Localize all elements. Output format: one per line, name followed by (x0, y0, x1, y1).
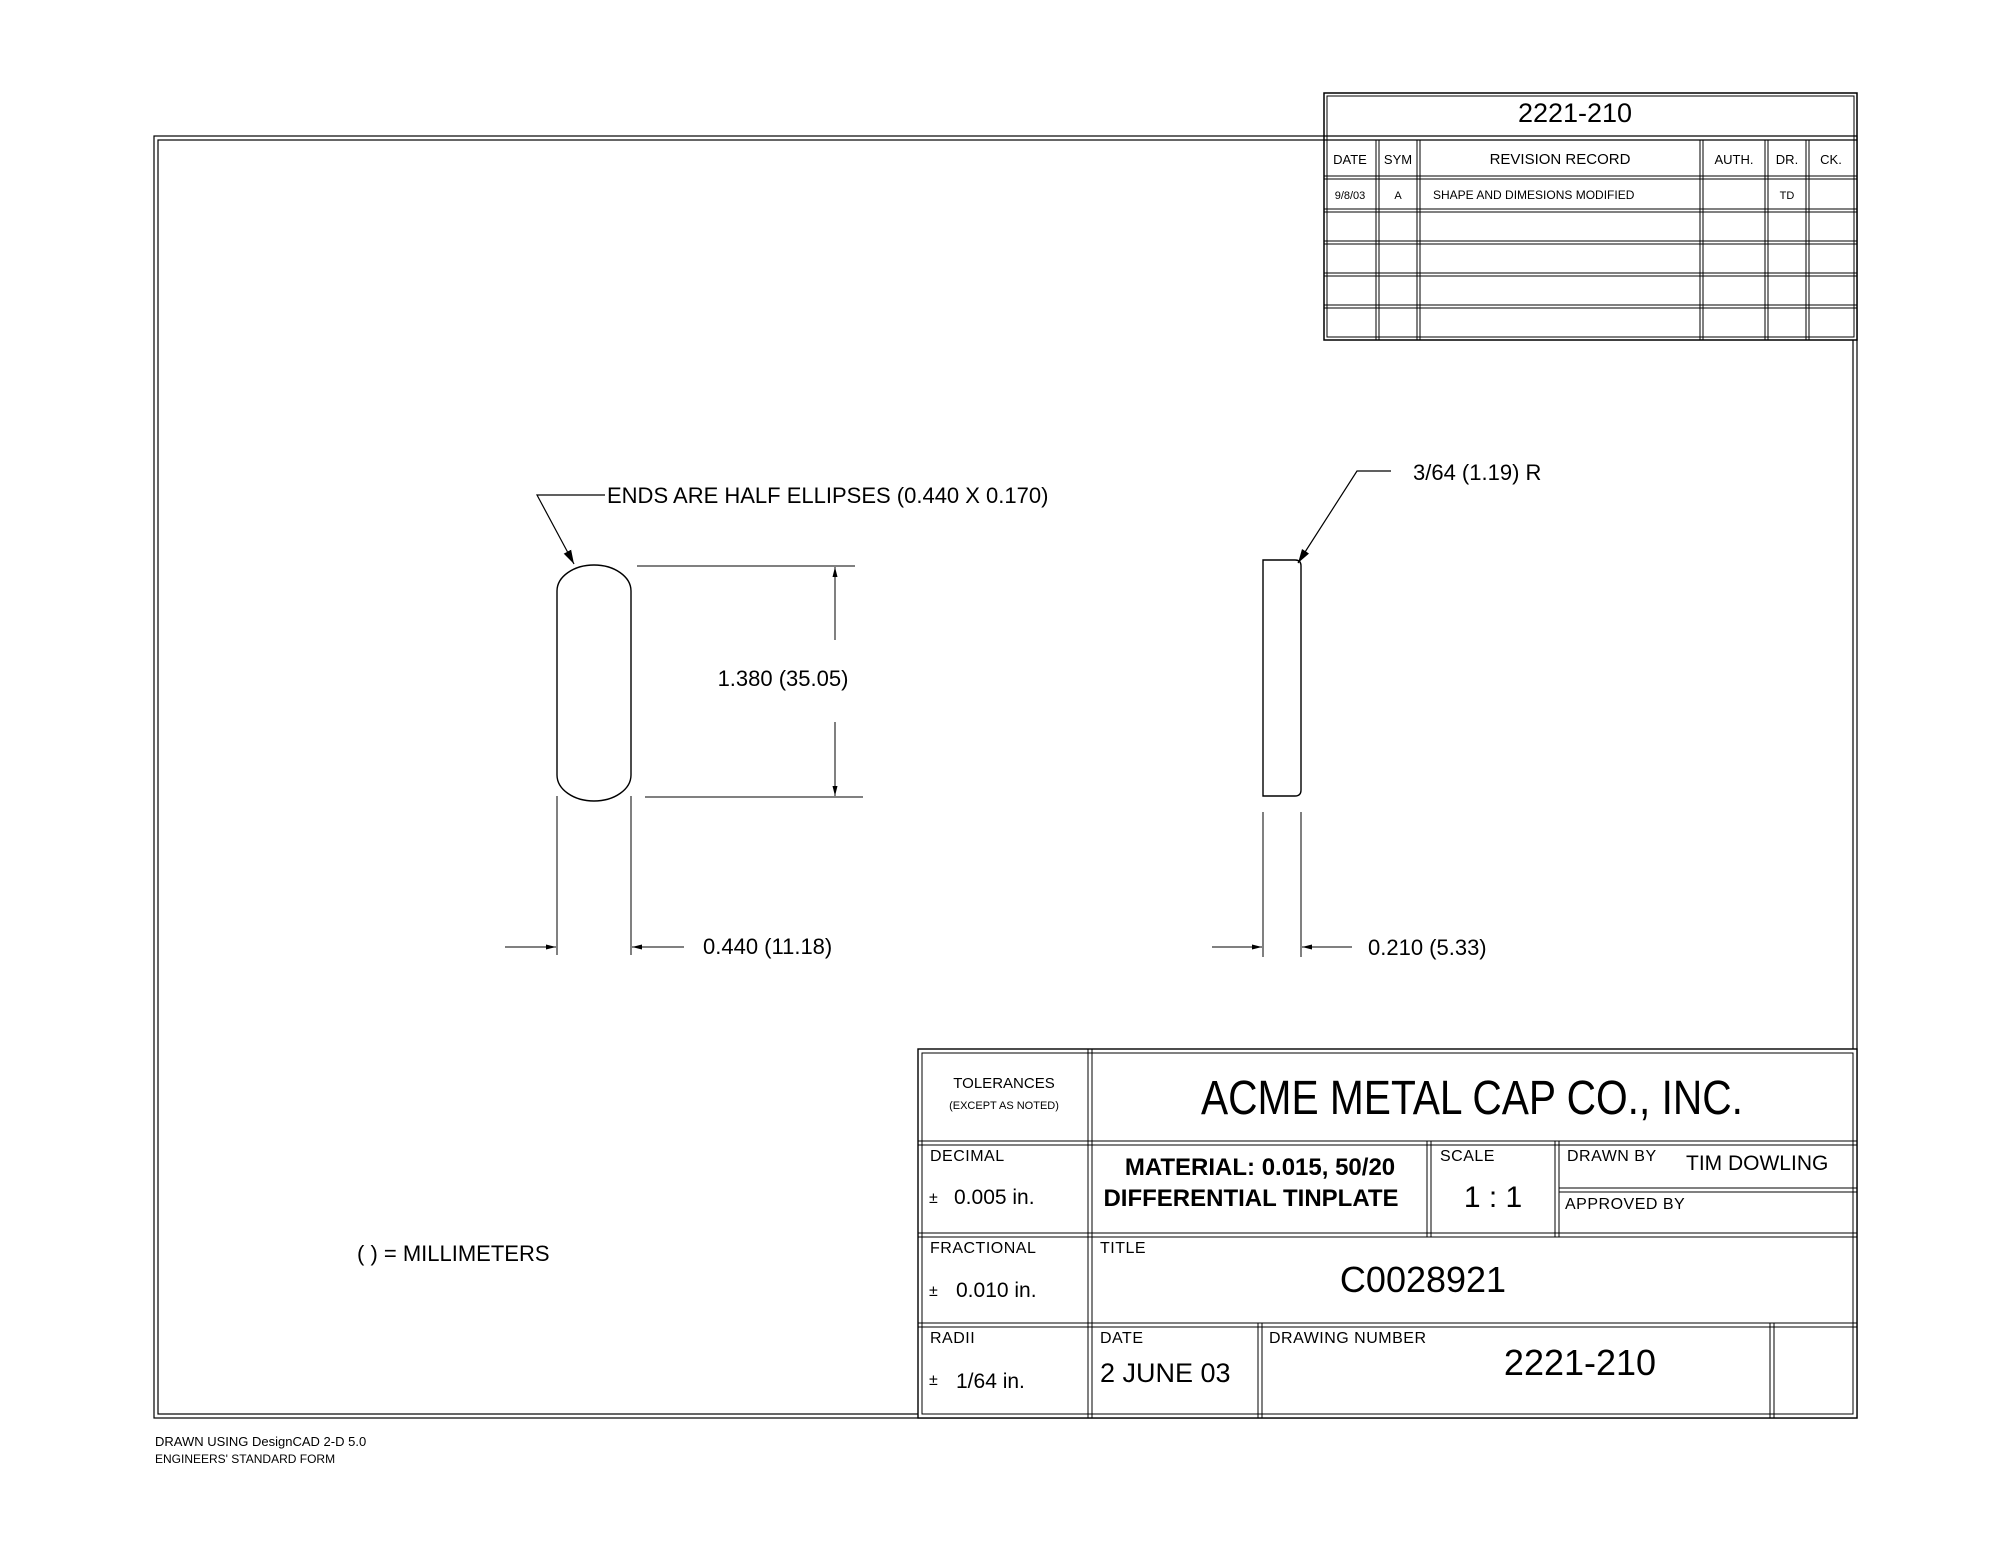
units-note: ( ) = MILLIMETERS (357, 1241, 550, 1266)
fractional-value: 0.010 in. (956, 1279, 1037, 1302)
revision-row-sym: A (1394, 190, 1402, 202)
drawn-by-value: TIM DOWLING (1686, 1152, 1829, 1175)
length-dimension: 1.380 (35.05) (717, 666, 849, 691)
scale-value: 1 : 1 (1463, 1181, 1523, 1214)
revision-drawing-number: 2221-210 (1517, 98, 1633, 128)
footer-form-note: ENGINEERS' STANDARD FORM (155, 1452, 336, 1466)
radii-label: RADII (930, 1330, 976, 1347)
footer-software-note: DRAWN USING DesignCAD 2-D 5.0 (155, 1434, 367, 1449)
material-line-1: MATERIAL: 0.015, 50/20 (1124, 1154, 1396, 1181)
decimal-label: DECIMAL (930, 1148, 1005, 1165)
revision-header-ck: CK. (1820, 152, 1842, 167)
revision-header-dr: DR. (1775, 152, 1799, 167)
revision-row-dr: TD (1779, 190, 1795, 202)
tolerances-label: TOLERANCES (953, 1075, 1055, 1092)
revision-block (1324, 93, 1857, 340)
thickness-dimension: 0.210 (5.33) (1368, 935, 1487, 960)
approved-by-label: APPROVED BY (1565, 1196, 1686, 1213)
front-view (505, 483, 1048, 959)
plus-minus-icon: ± (929, 1372, 938, 1389)
revision-header-sym: SYM (1383, 152, 1413, 167)
revision-header-record: REVISION RECORD (1489, 151, 1631, 168)
plus-minus-icon: ± (929, 1190, 938, 1207)
ends-note: ENDS ARE HALF ELLIPSES (0.440 X 0.170) (607, 483, 1049, 508)
date-value: 2 JUNE 03 (1100, 1358, 1231, 1388)
decimal-value: 0.005 in. (954, 1186, 1035, 1209)
radii-value: 1/64 in. (956, 1370, 1025, 1393)
radius-dimension: 3/64 (1.19) R (1413, 460, 1542, 485)
plus-minus-icon: ± (929, 1283, 938, 1300)
width-dimension: 0.440 (11.18) (703, 934, 833, 959)
title-block (918, 1049, 1857, 1418)
drawing-number-label: DRAWING NUMBER (1269, 1330, 1427, 1347)
date-label: DATE (1100, 1330, 1144, 1347)
fractional-label: FRACTIONAL (930, 1240, 1037, 1257)
revision-row-date: 9/8/03 (1334, 190, 1366, 202)
revision-header-auth: AUTH. (1714, 152, 1754, 167)
except-noted-label: (EXCEPT AS NOTED) (949, 1100, 1059, 1112)
title-label: TITLE (1100, 1240, 1147, 1257)
revision-header-date: DATE (1333, 152, 1367, 167)
side-view (1212, 460, 1541, 960)
title-value: C0028921 (1339, 1259, 1507, 1300)
scale-label: SCALE (1440, 1148, 1495, 1165)
revision-row-record: SHAPE AND DIMESIONS MODIFIED (1433, 188, 1635, 202)
material-line-2: DIFFERENTIAL TINPLATE (1103, 1185, 1399, 1212)
drawn-by-label: DRAWN BY (1567, 1148, 1657, 1165)
drawing-number-value: 2221-210 (1503, 1342, 1657, 1383)
company-name: ACME METAL CAP CO., INC. (1201, 1072, 1743, 1125)
